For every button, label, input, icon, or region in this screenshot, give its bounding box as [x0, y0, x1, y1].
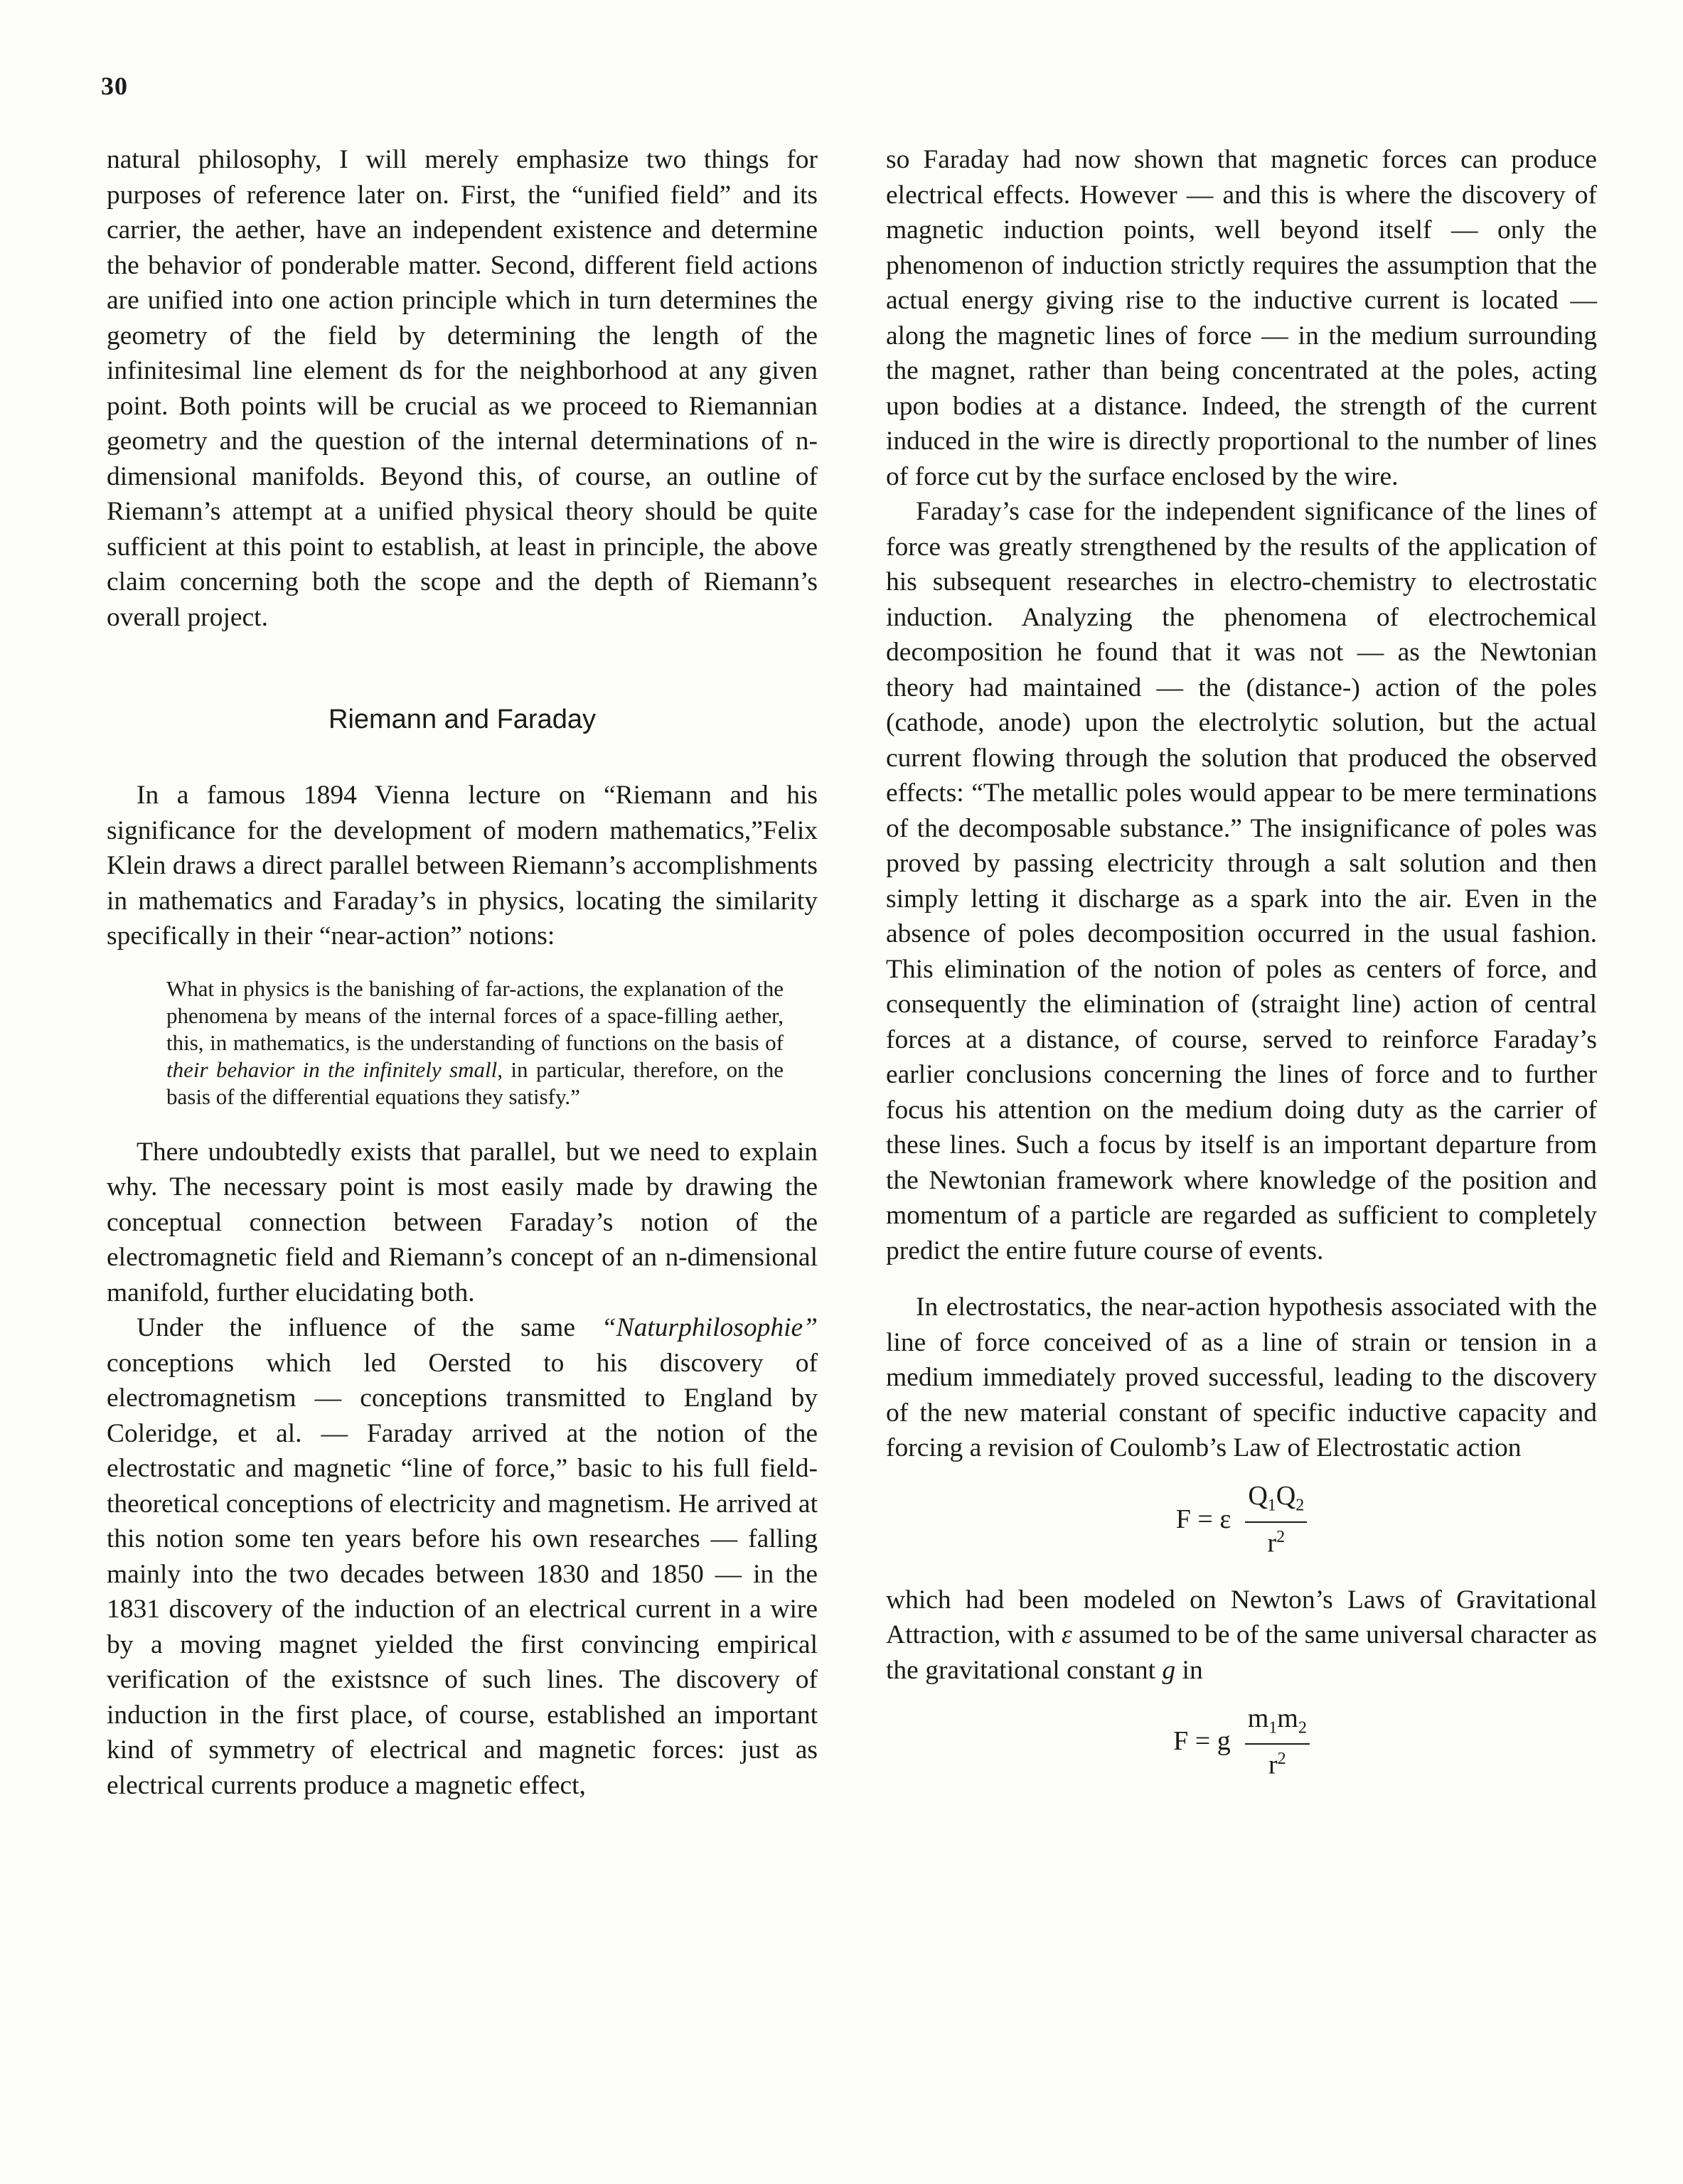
newton-formula: [886, 1702, 1597, 1780]
epsilon-symbol: ε: [1061, 1620, 1072, 1649]
formula-denominator: $r^2$: [1268, 1750, 1286, 1781]
left-column: [107, 142, 818, 1803]
paragraph: There undoubtedly exists that parallel, but we need to explain why. The necessary point is most easily made by drawing the conceptual connection between Faraday’s notion of the electromagnetic field and Riemann’s concept of an n-dimensional manifold, further elucidating both.: [107, 1137, 818, 1307]
paragraph: In a famous 1894 Vienna lecture on “Riemann and his significance for the development of modern mathematics,”Felix Klein draws a direct parallel between Riemann’s accomplishments in mathematics and Faraday’s in physics, locating the similarity specifically in their “near-action” notions:: [107, 781, 818, 951]
quote-text: , in particular, therefore, on the basis of the differential equations they satisfy.”: [166, 1056, 784, 1109]
quote-emphasis: their behavior in the infinitely small: [166, 1056, 498, 1082]
g-symbol: g: [1162, 1655, 1176, 1685]
paragraph: Faraday’s case for the independent significance of the lines of force was greatly strengthened by the results of the application of his subsequent researches in electro-chemistry to electrostatic induction. Analyzing the phenomena of electrochemical decomposition he found that it was not — as the Newtonian theory had maintained — the (distance-) action of the poles (cathode, anode) upon the electrolytic solution, but the actual current flowing through the solution that produced the observed effects: “The metallic poles would appear to be mere terminations of the decomposable substance.” The insignificance of poles was proved by passing electricity through a salt solution and then simply letting it discharge as a spark into the air. Even in the absence of poles decomposition occurred in the usual fashion. This elimination of the notion of poles as centers of force, and consequently the elimination of (straight line) action of central forces at a distance, of course, served to reinforce Faraday’s earlier conclusions concerning the lines of force and to further focus his attention on the medium doing duty as the carrier of these lines. Such a focus by itself is an important departure from the Newtonian framework where knowledge of the position and momentum of a particle are regarded as sufficient to completely predict the entire future course of events.: [886, 497, 1597, 1265]
emphasis: “Naturphilosophie”: [601, 1313, 818, 1342]
formula-denominator: $r^2$: [1267, 1527, 1286, 1558]
paragraph: In electrostatics, the near-action hypothesis associated with the line of force conceived of as a line of strain or tension in a medium immediately proved successful, leading to the discovery of the new material constant of specific inductive capacity and forcing a revision of Coulomb’s Law of Electrostatic action: [886, 1292, 1597, 1462]
page-number: 30: [101, 72, 128, 100]
formula-fraction: [1245, 1480, 1307, 1557]
quote-text: What in physics is the banishing of far-actions, the explanation of the phenomena by means of the internal forces of a space-filling aether, this, in mathematics, is the understanding of functions on the basis of: [166, 975, 784, 1055]
paragraph: [107, 1310, 818, 1803]
section-heading: Riemann and Faraday: [328, 705, 596, 734]
right-column: [886, 142, 1597, 1804]
paragraph: which had been modeled on Newton’s Laws of Gravitational Attraction, with ε assumed to be of the same universal character as the gravitational constant g in: [886, 1585, 1598, 1685]
formula-numerator: $m_1m_2$: [1245, 1703, 1310, 1745]
paragraph: natural philosophy, I will merely emphasize two things for purposes of reference later on. First, the “unified field” and its carrier, the aether, have an independent existence and determine the behavior of ponderable matter. Second, different field actions are unified into one action principle which in turn determines the geometry of the field by determining the length of the infinitesimal line element ds for the neighborhood at any given point. Both points will be crucial as we proceed to Riemannian geometry and the question of the internal determinations of n-dimensional manifolds. Beyond this, of course, an outline of Riemann’s attempt at a unified physical theory should be quite sufficient at this point to establish, at least in principle, the above claim concerning both the scope and the depth of Riemann’s overall project.: [107, 145, 818, 632]
formula-numerator: $Q_1Q_2$: [1245, 1480, 1307, 1523]
block-quote: [166, 975, 784, 1110]
formula-fraction: [1245, 1703, 1310, 1779]
formula-lhs: F = g: [1173, 1726, 1231, 1756]
coulomb-formula: [886, 1480, 1597, 1558]
paragraph: so Faraday had now shown that magnetic forces can produce electrical effects. However — and this is where the discovery of magnetic induction points, well beyond itself — only the phenomenon of induction strictly requires the assumption that the actual energy giving rise to the inductive current is located — along the magnetic lines of force — in the medium surrounding the magnet, rather than being concentrated at the poles, acting upon bodies at a distance. Indeed, the strength of the current induced in the wire is directly proportional to the number of lines of force cut by the surface enclosed by the wire.: [886, 145, 1597, 491]
text: Under the influence of the same: [137, 1313, 602, 1342]
text: conceptions which led Oersted to his discovery of electromagnetism — conceptions transmitted to England by Coleridge, et al. — Faraday arrived at the notion of the electrostatic and magnetic “line of force,” basic to his full field-theoretical conceptions of electricity and magnetism. He arrived at this notion some ten years before his own researches — falling mainly into the two decades between 1830 and 1850 — in the 1831 discovery of the induction of an electrical current in a wire by a moving magnet yielded the first convincing empirical verification of the existsnce of such lines. The discovery of induction in the first place, of course, established an important kind of symmetry of electrical and magnetic forces: just as electrical currents produce a magnetic effect,: [107, 1348, 818, 1800]
formula-lhs: F = ε: [1175, 1504, 1231, 1534]
